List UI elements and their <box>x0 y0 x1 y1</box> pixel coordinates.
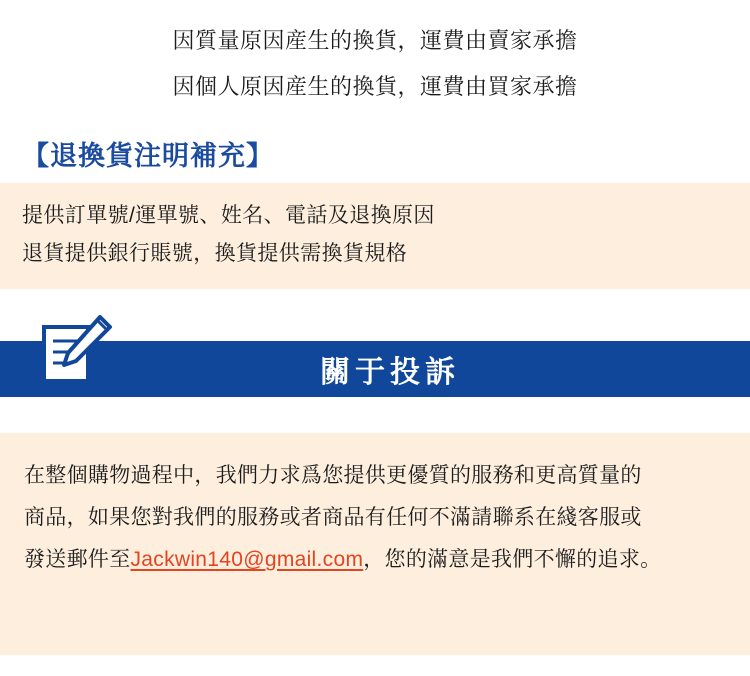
pencil-note-icon <box>38 313 114 391</box>
complaint-email-suffix: ，您的滿意是我們不懈的追求。 <box>363 548 662 571</box>
support-email-link[interactable]: Jackwin140@gmail.com <box>130 548 364 571</box>
complaint-banner <box>0 341 750 403</box>
complaint-body-block <box>0 433 750 655</box>
supplement-heading: 【退換貨注明補充】 <box>22 141 274 171</box>
return-policy-line-2: 因個人原因産生的換貨，運費由買家承擔 <box>172 74 578 99</box>
supplement-line-1: 提供訂單號/運單號、姓名、電話及退換原因 <box>22 204 435 227</box>
complaint-email-prefix: 發送郵件至 <box>24 548 131 571</box>
complaint-body-line-1: 在整個購物過程中，我們力求爲您提供更優質的服務和更高質量的 <box>24 464 642 487</box>
supplement-line-2: 退貨提供銀行賬號，換貨提供需換貨規格 <box>22 242 408 265</box>
return-policy-line-1: 因質量原因産生的換貨，運費由賣家承擔 <box>172 28 578 53</box>
complaint-body-line-3 <box>0 539 750 581</box>
complaint-body-line-2: 商品，如果您對我們的服務或者商品有任何不滿請聯系在綫客服或 <box>24 506 642 529</box>
return-policy-lines <box>0 0 750 110</box>
complaint-banner-title: 關于投訴 <box>320 356 460 389</box>
supplement-note-block <box>0 183 750 289</box>
